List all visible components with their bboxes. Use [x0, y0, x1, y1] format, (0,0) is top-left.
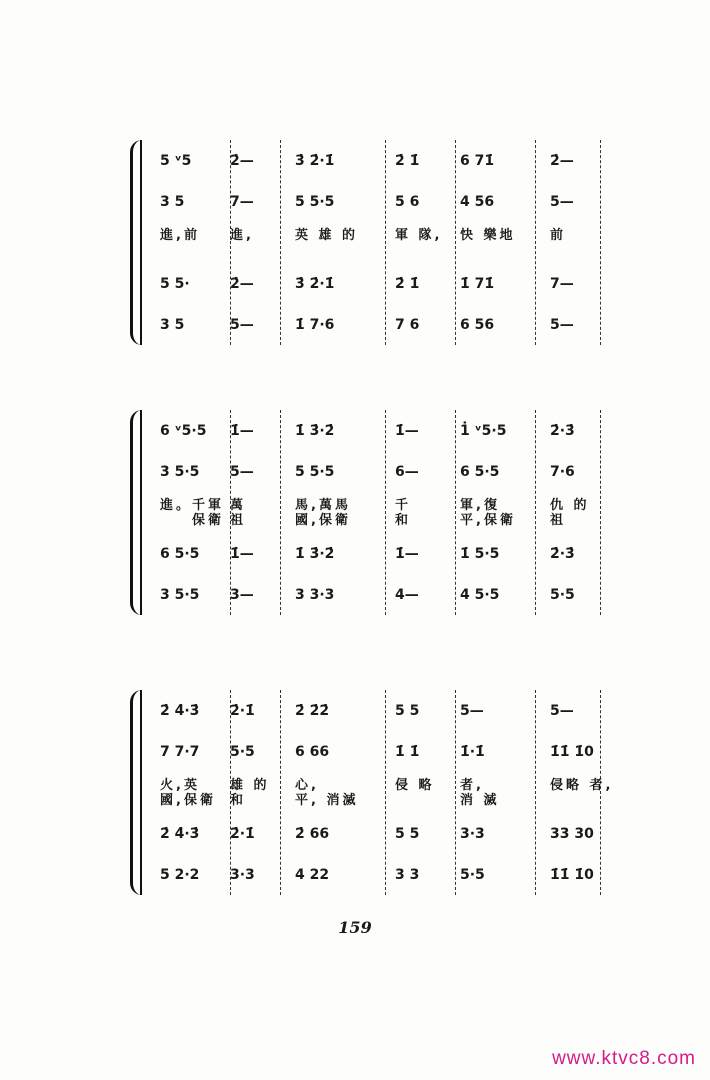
measure-notes: 1̇ 1̇ — [395, 744, 420, 760]
measure-notes: 3·3 — [460, 826, 485, 842]
notation-line — [140, 310, 600, 340]
measure-notes: 2̇ 66 — [295, 826, 330, 842]
measure-notes: 3̇ 2̇·1̇ — [295, 276, 335, 292]
measure-notes: 2̇ 2̇2̇ — [295, 703, 330, 719]
measure-notes: 7— — [550, 276, 574, 292]
measure-notes: 5— — [230, 317, 254, 333]
lyric-text: 雄 的 和 — [230, 778, 270, 808]
measure-notes: 2̇— — [230, 153, 254, 169]
measure-notes: 3 5 — [160, 194, 185, 210]
measure-notes: 1̇— — [230, 546, 254, 562]
measure-notes: 2̇ 1̇ — [395, 276, 420, 292]
lyric-text: 馬,萬馬 國,保衛 — [295, 498, 351, 528]
notation-line — [140, 696, 600, 726]
measure-notes: 1̇ 5·5 — [460, 546, 500, 562]
notation-line — [140, 860, 600, 890]
measure-notes: 2̇ 4̇·3̇ — [160, 703, 200, 719]
measure-notes: 1̇ 7·6 — [295, 317, 335, 333]
lyric-text: 者, 消 滅 — [460, 778, 500, 808]
measure-notes: 3 3 — [395, 867, 420, 883]
notation-line — [140, 737, 600, 767]
lyric-text: 英 雄 的 — [295, 228, 359, 243]
measure-notes: 4 5·5 — [460, 587, 500, 603]
site-watermark: www.ktvc8.com — [552, 1048, 696, 1069]
measure-notes: 5·5 — [550, 587, 575, 603]
lyric-text: 前 — [550, 228, 567, 243]
lyric-text: 軍 隊, — [395, 228, 443, 243]
lyric-text: 侵 略 — [395, 778, 435, 793]
notation-line — [140, 269, 600, 299]
measure-notes: 1̇ ᵛ5·5 — [460, 423, 507, 439]
measure-notes: 5 2·2 — [160, 867, 200, 883]
measure-notes: 1̇·1̇ — [460, 744, 485, 760]
measure-notes: 7·6 — [550, 464, 575, 480]
measure-notes: 3— — [230, 587, 254, 603]
notation-line — [140, 416, 600, 446]
measure-notes: 4 56 — [460, 194, 495, 210]
measure-notes: 1̇ 71̇ — [460, 276, 495, 292]
lyric-text: 進,前 — [160, 228, 200, 243]
page-number: 159 — [338, 918, 372, 937]
measure-notes: 7 6 — [395, 317, 420, 333]
measure-notes: 2̇·1̇ — [230, 826, 255, 842]
measure-notes: 1̇1̇ 1̇0 — [550, 867, 594, 883]
measure-notes: 4 22 — [295, 867, 330, 883]
notation-line — [140, 187, 600, 217]
measure-notes: 2̇ 4̇·3̇ — [160, 826, 200, 842]
measure-notes: 1̇ 3̇·2̇ — [295, 423, 335, 439]
measure-notes: 5 5 — [395, 703, 420, 719]
measure-notes: 5— — [550, 194, 574, 210]
measure-notes: 3̇ 2̇·1̇ — [295, 153, 335, 169]
measure-notes: 6 66 — [295, 744, 330, 760]
lyric-text: 快 樂地 — [460, 228, 516, 243]
measure-notes: 2̇·3̇ — [550, 423, 575, 439]
measure-notes: 2̇·3̇ — [550, 546, 575, 562]
measure-notes: 1̇1̇ 1̇0 — [550, 744, 594, 760]
measure-notes: 7 7·7 — [160, 744, 200, 760]
measure-notes: 1̇— — [395, 423, 419, 439]
lyric-text: 進, — [230, 228, 254, 243]
lyric-line — [140, 778, 614, 808]
lyric-line — [140, 228, 600, 258]
measure-notes: 6— — [395, 464, 419, 480]
notation-line — [140, 819, 600, 849]
measure-notes: 5 5·5 — [295, 464, 335, 480]
measure-notes: 5— — [230, 464, 254, 480]
measure-notes: 6 71̇ — [460, 153, 495, 169]
measure-notes: 5·5 — [460, 867, 485, 883]
barline — [600, 410, 601, 615]
measure-notes: 2̇— — [230, 276, 254, 292]
measure-notes: 5 ᵛ5 — [160, 153, 192, 169]
notation-line — [140, 457, 600, 487]
measure-notes: 3·3 — [230, 867, 255, 883]
measure-notes: 2̇·1̇ — [230, 703, 255, 719]
score-system — [140, 690, 614, 895]
measure-notes: 5 6 — [395, 194, 420, 210]
measure-notes: 3 5 — [160, 317, 185, 333]
measure-notes: 33 30 — [550, 826, 594, 842]
measure-notes: 1̇— — [395, 546, 419, 562]
measure-notes: 6 56 — [460, 317, 495, 333]
measure-notes: 2̇— — [550, 153, 574, 169]
measure-notes: 2̇ 1̇ — [395, 153, 420, 169]
barline — [600, 140, 601, 345]
measure-notes: 5— — [550, 703, 574, 719]
measure-notes: 7— — [230, 194, 254, 210]
measure-notes: 5 5·5 — [295, 194, 335, 210]
lyric-text: 進。千軍 保衛 — [160, 498, 225, 528]
measure-notes: 5·5 — [230, 744, 255, 760]
measure-notes: 5— — [460, 703, 484, 719]
measure-notes: 6 ᵛ5·5 — [160, 423, 207, 439]
lyric-text: 心, 平, 消滅 — [295, 778, 359, 808]
lyric-text: 仇 的 祖 — [550, 498, 590, 528]
score-system — [140, 140, 600, 345]
score-system — [140, 410, 600, 615]
measure-notes: 1̇ 3̇·2̇ — [295, 546, 335, 562]
notation-line — [140, 580, 600, 610]
notation-line — [140, 539, 600, 569]
measure-notes: 3 3·3 — [295, 587, 335, 603]
measure-notes: 5 5· — [160, 276, 190, 292]
lyric-text: 千 和 — [395, 498, 412, 528]
measure-notes: 5— — [550, 317, 574, 333]
notation-line — [140, 146, 600, 176]
measure-notes: 4— — [395, 587, 419, 603]
lyric-line — [140, 498, 600, 528]
lyric-text: 軍,復 平,保衛 — [460, 498, 516, 528]
measure-notes: 6 5·5 — [460, 464, 500, 480]
measure-notes: 6 5·5 — [160, 546, 200, 562]
lyric-text: 萬 祖 — [230, 498, 247, 528]
measure-notes: 1̇— — [230, 423, 254, 439]
lyric-text: 侵略 者, — [550, 778, 614, 793]
measure-notes: 3 5·5 — [160, 587, 200, 603]
measure-notes: 3 5·5 — [160, 464, 200, 480]
lyric-text: 火,英 國,保衛 — [160, 778, 216, 808]
measure-notes: 5 5 — [395, 826, 420, 842]
